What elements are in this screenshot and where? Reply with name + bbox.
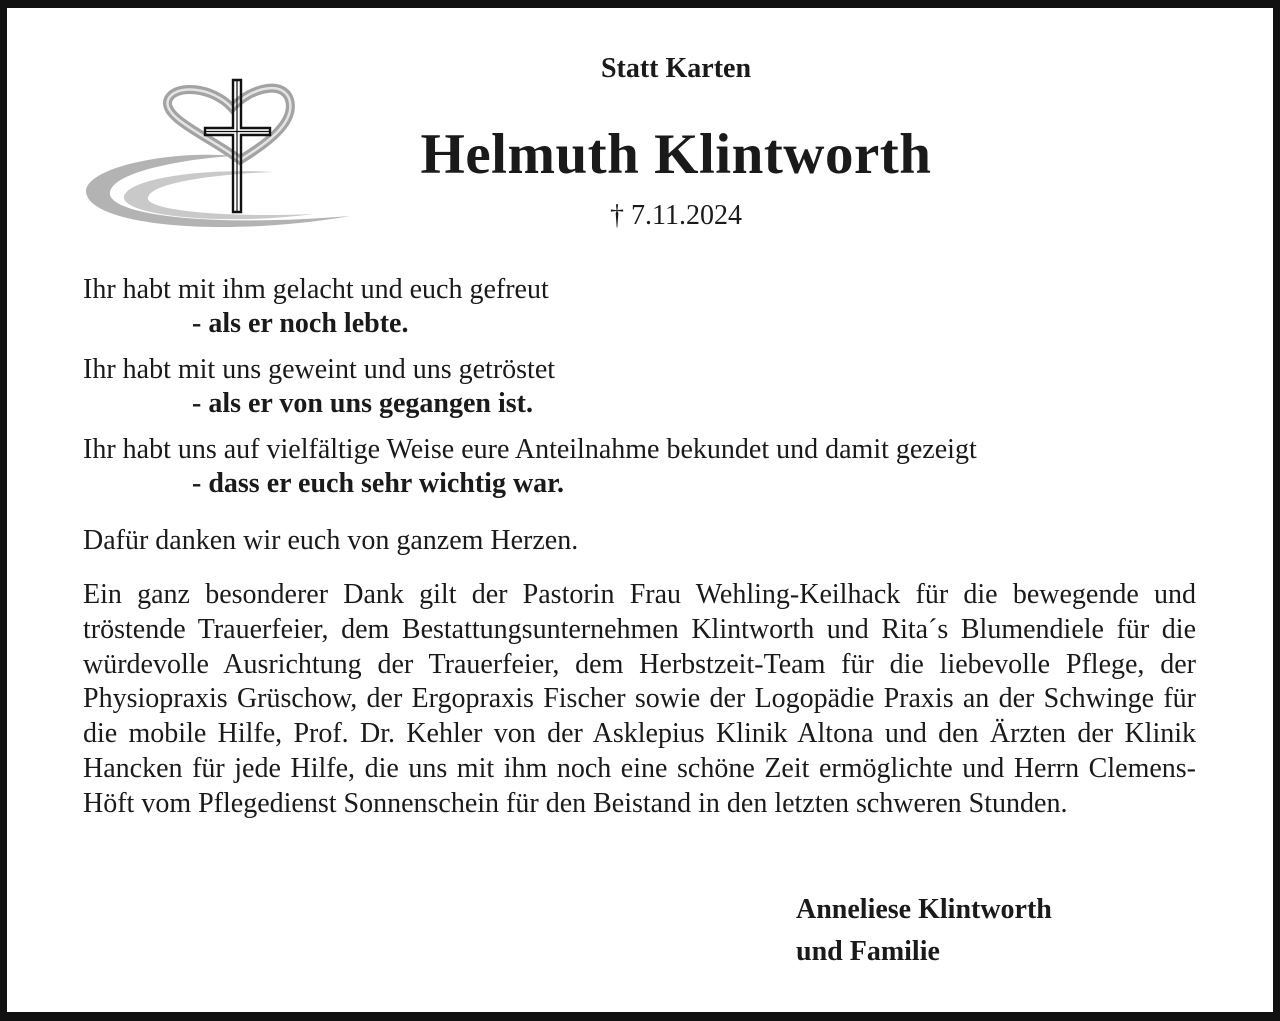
- verse-line: Ihr habt mit ihm gelacht und euch gefreut: [83, 274, 549, 305]
- verse-answer: - als er noch lebte.: [192, 308, 409, 339]
- signature-family: und Familie: [796, 936, 940, 967]
- death-date: † 7.11.2024: [610, 200, 742, 231]
- heart-cross-icon: [84, 78, 354, 240]
- deceased-name: Helmuth Klintworth: [420, 123, 932, 186]
- pre-heading: Statt Karten: [600, 53, 752, 84]
- thanks-paragraph: Ein ganz besonderer Dank gilt der Pastorin Frau Wehling-Keilhack für die bewegende und tröstende Trauerfeier, dem Bestattungsunternehmen Klintworth und Rita´s Blumendiele für die würdevolle Ausrichtung der Trauerfeier, dem Herbstzeit-Team für die liebevolle Pflege, der Physiopraxis Grüschow, der Ergopraxis Fischer sowie der Logopädie Praxis an der Schwinge für die mobile Hilfe, Prof. Dr. Kehler von der Asklepius Klinik Altona und den Ärzten der Klinik Hancken für jede Hilfe, die uns mit ihm noch eine schöne Zeit ermöglichte und Herrn Clemens-Höft vom Pflegedienst Sonnenschein für den Beistand in den letzten schweren Stunden.: [83, 579, 1196, 819]
- verse-answer: - als er von uns gegangen ist.: [192, 388, 533, 419]
- signature-name: Anneliese Klintworth: [796, 894, 1052, 925]
- verse-answer: - dass er euch sehr wichtig war.: [192, 468, 565, 499]
- thanks-line: Dafür danken wir euch von ganzem Herzen.: [83, 525, 579, 556]
- verse-line: Ihr habt uns auf vielfältige Weise eure Anteilnahme bekundet und damit gezeigt: [83, 434, 977, 465]
- verse-line: Ihr habt mit uns geweint und uns getröstet: [83, 354, 556, 385]
